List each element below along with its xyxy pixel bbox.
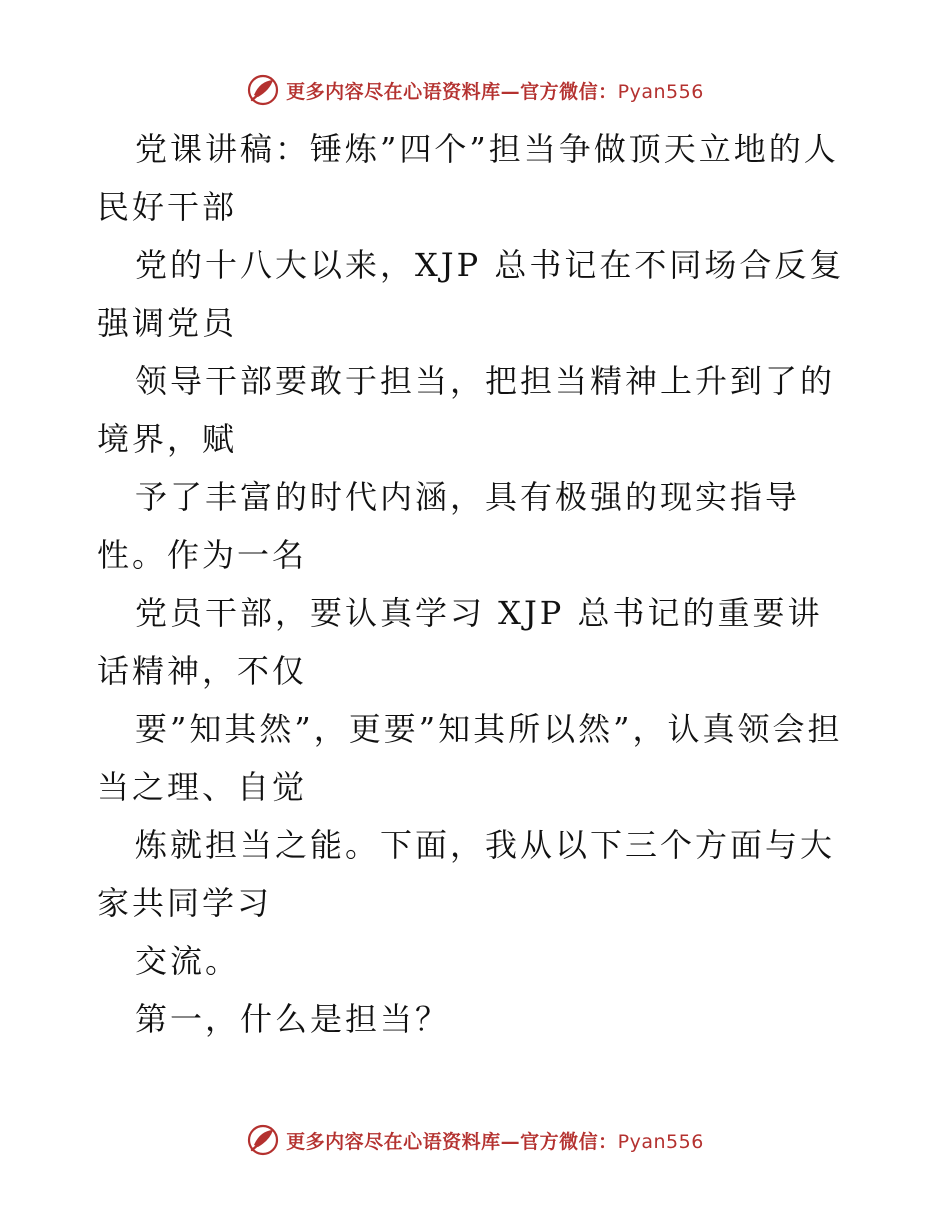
banner-text: 更多内容尽在心语资料库—官方微信：Pyan556 [286, 1130, 704, 1153]
wechat-id: Pyan556 [617, 80, 704, 103]
header-banner [0, 70, 950, 110]
wechat-id: Pyan556 [617, 1130, 704, 1153]
pen-nib-logo-icon [246, 73, 280, 107]
paragraph-line: 交流。 [135, 942, 241, 980]
paragraph-line: 党的十八大以来，XJP 总书记在不同场合反复强调党员 [97, 246, 845, 342]
paragraph-line: 要”知其然”，更要”知其所以然”，认真领会担当之理、自觉 [97, 710, 843, 806]
banner-text: 更多内容尽在心语资料库—官方微信：Pyan556 [286, 80, 704, 103]
footer-banner [0, 1120, 950, 1160]
paragraph-line: 党员干部，要认真学习 XJP 总书记的重要讲话精神，不仅 [97, 594, 823, 690]
document-body [97, 120, 857, 1048]
section-heading: 第一，什么是担当？ [135, 1000, 451, 1038]
paragraph-line: 领导干部要敢于担当，把担当精神上升到了的境界，赋 [97, 362, 836, 458]
paragraph-line: 炼就担当之能。下面，我从以下三个方面与大家共同学习 [97, 826, 836, 922]
paragraph-line: 予了丰富的时代内涵，具有极强的现实指导性。作为一名 [97, 478, 801, 574]
doc-title: 党课讲稿：锤炼”四个”担当争做顶天立地的人民好干部 [97, 130, 839, 226]
pen-nib-logo-icon [246, 1123, 280, 1157]
